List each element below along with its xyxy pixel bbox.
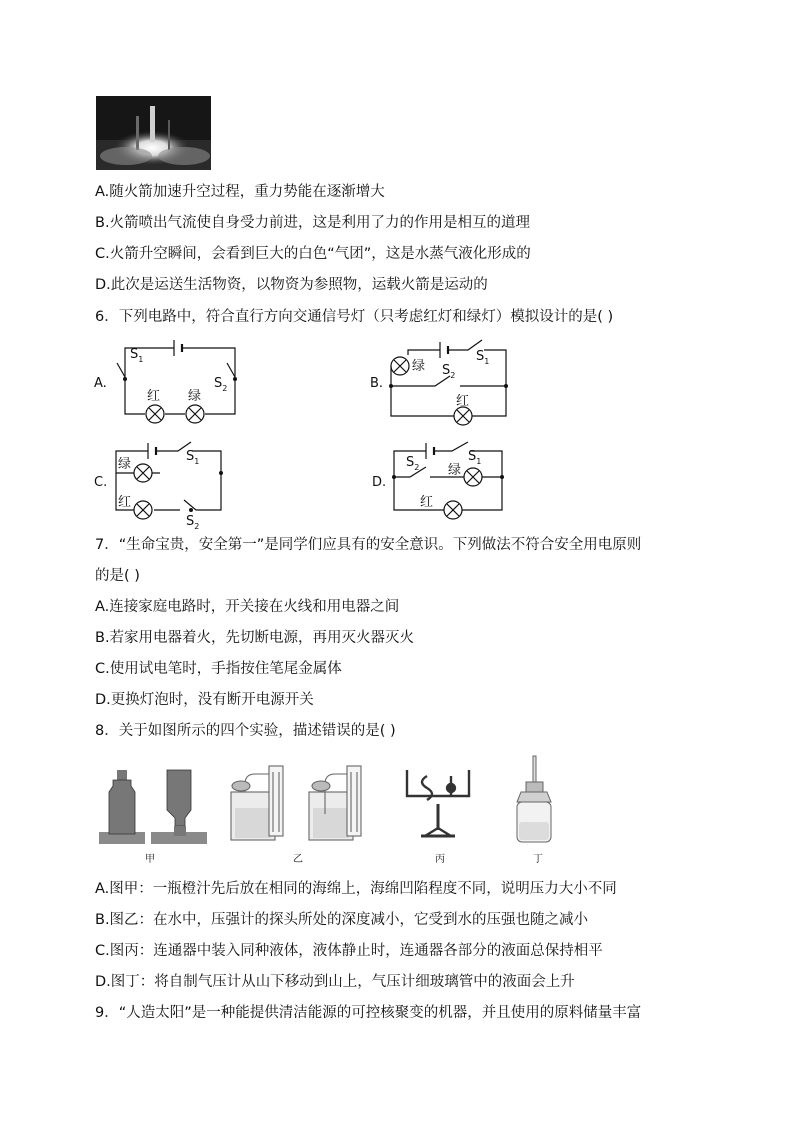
figure-jia-bottles bbox=[99, 770, 207, 844]
q8-option-a: A.图甲：一瓶橙汁先后放在相同的海绵上，海绵凹陷程度不同，说明压力大小不同 bbox=[95, 881, 617, 897]
q8-option-c: C.图丙：连通器中装入同种液体，液体静止时，连通器各部分的液面总保持相平 bbox=[95, 943, 603, 959]
q9-stem: 9．“人造太阳”是一种能提供清洁能源的可控核聚变的机器，并且使用的原料储量丰富 bbox=[95, 1005, 642, 1021]
q5-option-d: D.此次是运送生活物资，以物资为参照物，运载火箭是运动的 bbox=[95, 277, 488, 293]
rocket-launch-photo bbox=[96, 96, 211, 170]
circuit-c bbox=[116, 442, 221, 519]
label-c-s2: $S_2$ bbox=[186, 514, 200, 530]
q8-option-d: D.图丁：将自制气压计从山下移动到山上，气压计细玻璃管中的液面会上升 bbox=[95, 974, 575, 990]
caption-bing: 丙 bbox=[435, 854, 445, 865]
q5-option-a: A.随火箭加速升空过程，重力势能在逐渐增大 bbox=[95, 184, 385, 200]
label-d: D. bbox=[372, 475, 387, 490]
caption-ding: 丁 bbox=[533, 854, 543, 865]
q7-option-d: D.更换灯泡时，没有断开电源开关 bbox=[95, 692, 314, 708]
figure-ding-barometer bbox=[517, 756, 551, 842]
q7-option-b: B.若家用电器着火，先切断电源，再用灭火器灭火 bbox=[95, 630, 415, 646]
label-a: A. bbox=[94, 376, 107, 391]
label-b-s1: $S_1$ bbox=[476, 349, 490, 366]
q7-stem-line1: 7．“生命宝贵，安全第一”是同学们应具有的安全意识。下列做法不符合安全用电原则 bbox=[95, 537, 642, 553]
q7-option-c: C.使用试电笔时，手指按住笔尾金属体 bbox=[95, 661, 342, 677]
q7-option-a: A.连接家庭电路时，开关接在火线和用电器之间 bbox=[95, 599, 400, 615]
label-c-green: 绿 bbox=[118, 457, 132, 472]
label-d-s1: $S_1$ bbox=[468, 449, 482, 466]
label-d-red: 红 bbox=[420, 495, 434, 510]
circuit-dots bbox=[123, 377, 508, 512]
label-a-red: 红 bbox=[147, 389, 161, 404]
label-b-red: 红 bbox=[456, 394, 470, 409]
label-a-s1: $S_1$ bbox=[130, 347, 144, 364]
rocket-launch-image bbox=[96, 96, 211, 170]
figure-bing-connected-vessels bbox=[407, 770, 469, 836]
label-b-green: 绿 bbox=[412, 359, 426, 374]
q7-stem-line2: 的是( ) bbox=[95, 568, 140, 584]
label-c-red: 红 bbox=[118, 495, 132, 510]
label-b: B. bbox=[370, 376, 384, 391]
label-d-green: 绿 bbox=[448, 463, 462, 478]
label-c-s1: $S_1$ bbox=[186, 449, 200, 466]
q5-option-b: B.火箭喷出气流使自身受力前进，这是利用了力的作用是相互的道理 bbox=[95, 215, 531, 231]
label-a-green: 绿 bbox=[188, 389, 202, 404]
q5-option-c: C.火箭升空瞬间，会看到巨大的白色“气团”，这是水蒸气液化形成的 bbox=[95, 246, 531, 262]
figure-yi-pressure-gauges bbox=[231, 766, 361, 840]
label-d-s2: $S_2$ bbox=[406, 455, 420, 472]
q8-stem: 8．关于如图所示的四个实验，描述错误的是( ) bbox=[95, 723, 396, 739]
label-c: C. bbox=[94, 475, 108, 490]
caption-jia: 甲 bbox=[145, 854, 155, 865]
q6-circuit-diagrams bbox=[90, 330, 530, 530]
label-b-s2: $S_2$ bbox=[442, 363, 456, 380]
q8-experiment-figures bbox=[95, 752, 575, 870]
circuit-b bbox=[391, 340, 506, 425]
q6-stem: 6．下列电路中，符合直行方向交通信号灯（只考虑红灯和绿灯）模拟设计的是( ) bbox=[95, 309, 614, 325]
circuit-d bbox=[394, 442, 502, 519]
caption-yi: 乙 bbox=[293, 854, 303, 865]
label-a-s2: $S_2$ bbox=[214, 376, 228, 393]
q8-option-b: B.图乙：在水中，压强计的探头所处的深度减小，它受到水的压强也随之减小 bbox=[95, 912, 589, 928]
